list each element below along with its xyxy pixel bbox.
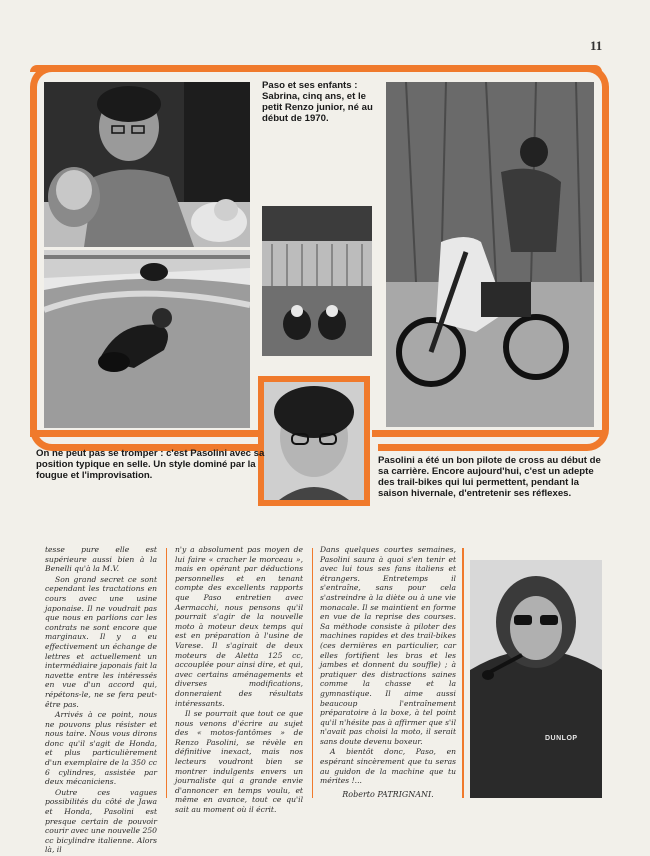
racing-photo <box>44 250 250 428</box>
jacket-badge: DUNLOP <box>545 735 578 742</box>
hooded-man-photo <box>470 560 602 798</box>
article-paragraph: n'y a absolument pas moyen de lui faire « cracher le morceau », mais en opérant par déductions personnelles et en tenant compte des excellents rapports que Paso entretien avec Aermacchi, nous pensons qu'il pourrait s'agir de la nouvelle moto à moteur deux temps qui est en préparation à l'usine de Varese. Il s'agirait de deux moteurs de Aletta 125 cc, accouplée pour ainsi dire, et qui, avec certains aménagements et diverses modifications, donneraient des résultats intéressants. <box>175 545 303 708</box>
page-number: 11 <box>590 38 603 53</box>
article-paragraph: Son grand secret ce sont cependant les tractations en cours avec une usine japonaise. Il ne voudrait pas que nous en parlions car les contrats ne sont encore que marginaux. Il y a eu effectivement un échange de lettres et actuellement un intermédiaire japonais fait la navette entre les intéressés en vue d'un accord qui, répétons-le, ne se fera peut-être pas. <box>45 574 157 709</box>
article-paragraph: Dans quelques courtes semaines, Pasolini saura à quoi s'en tenir et avec lui tous ses fans italiens et étrangers. Entretemps il s'entraîne, sans pour cela s'astreindre à la diète ou à une vie monacale. Il se maintient en forme en vue de la reprise des courses. Sa méthode consiste à piloter des machines rapides et des trail-bikes (ces dernières en particulier, car elles fortifient les bras et les jambes et donnent du souffle) ; à pratiquer des distractions saines comme la chasse et la gymnastique. Il aime aussi beaucoup l'entraînement préparatoire à la boxe, à tel point qu'il n'hésite pas à affirmer que s'il n'avait pas choisi la moto, il serait sans doute devenu boxeur. <box>320 545 456 746</box>
article-paragraph: tesse pure elle est supérieure aussi bien à la Benelli qu'à la M.V. <box>45 545 157 574</box>
article-column-2 <box>175 545 303 816</box>
article-column-1 <box>45 545 157 856</box>
article-paragraph: Outre ces vagues possibilités du côté de Jawa et Honda, Pasolini est presque certain de pouvoir courir avec une nouvelle 250 cc bicylindre italienne. Alors là, il <box>45 787 157 855</box>
spectators-photo <box>262 206 372 356</box>
column-rule <box>462 548 464 798</box>
family-photo <box>44 82 250 247</box>
caption-motocross: Pasolini a été un bon pilote de cross au début de sa carrière. Encore aujourd'hui, c'est un adepte des trail-bikes qui lui permettent, pendant la saison hivernale, d'entretenir ses réflexes. <box>378 455 601 499</box>
orange-frame-bottom-left <box>30 430 260 437</box>
motocross-photo <box>386 82 594 427</box>
orange-frame-bottom-right <box>372 430 602 437</box>
column-rule <box>312 548 313 798</box>
column-rule <box>166 548 167 798</box>
article-paragraph: Arrivés à ce point, nous ne pouvons plus résister et nous taire. Nous vous dirons donc qu'il s'agit de Honda, et plus particulièrement d'un exemplaire de la 350 cc 6 cylindres, assistée par deux mécaniciens. <box>45 710 157 787</box>
portrait-photo <box>264 382 364 500</box>
caption-family: Paso et ses enfants : Sabrina, cinq ans, et le petit Renzo junior, né au début de 1970. <box>262 80 373 124</box>
author-signature: Roberto PATRIGNANI. <box>342 789 434 799</box>
article-paragraph: Il se pourrait que tout ce que nous venons d'écrire au sujet des « motos-fantômes » de Renzo Pasolini, se révèle en définitive inexact, mais nos lecteurs voudront bien se montrer indulgents envers un journaliste qui a grande envie d'annoncer en temps voulu, et même en avance, tout ce qu'il sait au moment où il écrit. <box>175 709 303 815</box>
caption-racing: On ne peut pas se tromper : c'est Pasolini avec sa position typique en selle. Un style dominé par la fougue et l'improvisation. <box>36 448 265 481</box>
article-paragraph: A bientôt donc, Paso, en espérant sincèrement que tu seras au guidon de la machine que tu mérites !... <box>320 747 456 786</box>
article-column-3 <box>320 545 456 799</box>
